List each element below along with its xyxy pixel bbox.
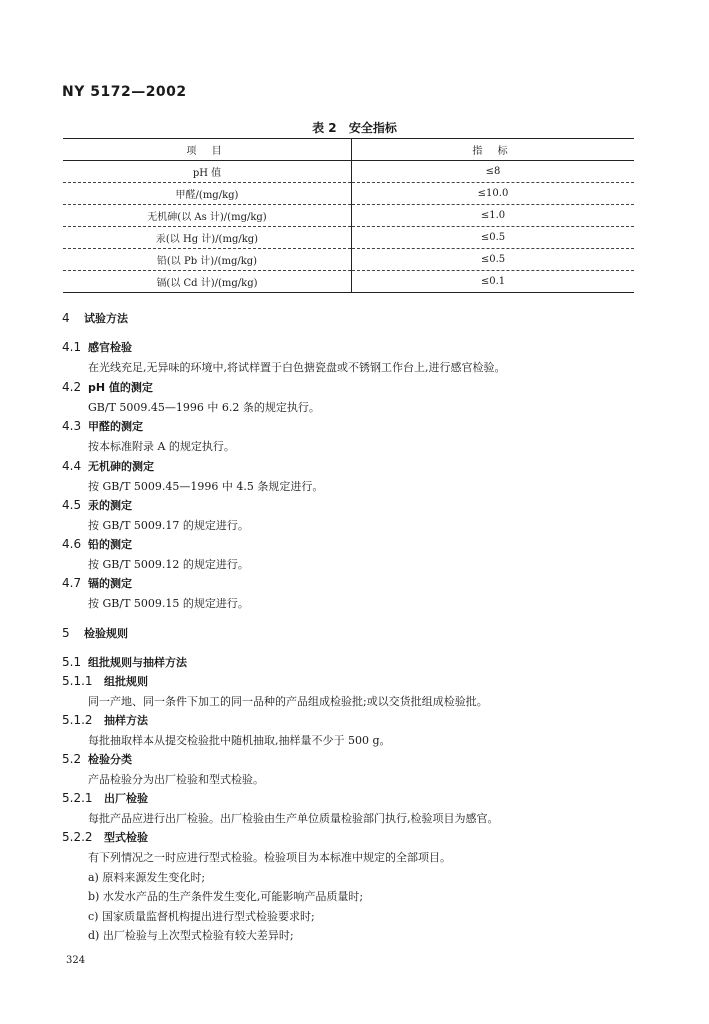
section-heading-4-6	[62, 536, 132, 552]
section-number: 5.1.1	[62, 674, 93, 688]
section-title: 镉的测定	[88, 577, 132, 590]
section-text: 按 GB/T 5009.17 的规定进行。	[88, 519, 249, 532]
row-item: 无机砷(以 As 计)/(mg/kg)	[63, 205, 352, 227]
section-number: 5.2.1	[62, 791, 93, 805]
list-item-d: d) 出厂检验与上次型式检验有较大差异时;	[88, 929, 294, 942]
section-text: 同一产地、同一条件下加工的同一品种的产品组成检验批;或以交货批组成检验批。	[88, 695, 488, 708]
table-label: 表 2	[312, 121, 337, 135]
section-text: 在光线充足,无异味的环境中,将试样置于白色搪瓷盘或不锈钢工作台上,进行感官检验。	[88, 361, 506, 374]
section-text: 按 GB/T 5009.12 的规定进行。	[88, 558, 249, 571]
section-text: 按 GB/T 5009.45—1996 中 4.5 条规定进行。	[88, 480, 324, 493]
row-value: ≤1.0	[352, 205, 635, 227]
row-value: ≤10.0	[352, 183, 635, 205]
section-number: 5.2	[62, 752, 82, 766]
section-number: 5.1.2	[62, 713, 93, 727]
table-header-row	[63, 139, 634, 161]
list-item-a: a) 原料来源发生变化时;	[88, 871, 206, 884]
row-value: ≤0.1	[480, 276, 506, 287]
section-number: 4	[62, 311, 70, 325]
section-title: 甲醛的测定	[88, 420, 143, 433]
section-number: 4.6	[62, 537, 82, 551]
list-item-b: b) 水发水产品的生产条件发生变化,可能影响产品质量时;	[88, 890, 364, 903]
section-title: 检验分类	[88, 753, 132, 766]
row-item: 铅(以 Pb 计)/(mg/kg)	[63, 249, 352, 271]
row-item: 甲醛/(mg/kg)	[63, 183, 352, 205]
section-title: 试验方法	[84, 312, 128, 325]
section-number: 5.2.2	[62, 830, 93, 844]
section-text: 按 GB/T 5009.15 的规定进行。	[88, 597, 249, 610]
table-row	[63, 249, 634, 271]
section-heading-5-2	[62, 751, 132, 767]
standard-code: NY 5172—2002	[62, 84, 187, 100]
section-heading-5-1	[62, 654, 187, 670]
table-row	[63, 161, 634, 183]
section-title: 汞的测定	[88, 499, 132, 512]
row-item: pH 值	[63, 161, 352, 183]
section-number: 4.2	[62, 380, 82, 394]
section-heading-5-2-1	[62, 790, 148, 806]
section-title: 感官检验	[88, 341, 132, 354]
section-heading-5-1-2	[62, 712, 148, 728]
safety-index-table	[63, 138, 634, 293]
table-row	[63, 271, 634, 293]
section-heading-4-3	[62, 418, 143, 434]
section-number: 5.1	[62, 655, 82, 669]
section-title: 组批规则与抽样方法	[88, 656, 187, 669]
section-title: pH 值的测定	[88, 381, 153, 394]
row-item: 镉(以 Cd 计)/(mg/kg)	[63, 271, 352, 293]
page-number: 324	[66, 955, 86, 966]
section-number: 4.1	[62, 340, 82, 354]
row-value: ≤8	[352, 161, 635, 183]
row-value: ≤0.5	[352, 227, 635, 249]
section-heading-5-2-2	[62, 829, 148, 845]
section-heading-4-2	[62, 379, 153, 395]
column-header-item: 项 目	[63, 139, 352, 161]
section-text: GB/T 5009.45—1996 中 6.2 条的规定执行。	[88, 401, 320, 414]
section-text: 每批抽取样本从提交检验批中随机抽取,抽样量不少于 500 g。	[88, 734, 391, 747]
table-row	[63, 227, 634, 249]
list-item-c: c) 国家质量监督机构提出进行型式检验要求时;	[88, 910, 315, 923]
section-heading-5-1-1	[62, 673, 148, 689]
table-title: 安全指标	[348, 121, 397, 135]
section-heading-4-1	[62, 339, 132, 355]
section-title: 抽样方法	[104, 714, 148, 727]
section-number: 4.7	[62, 576, 82, 590]
section-heading-4-7	[62, 575, 132, 591]
row-value: ≤0.5	[352, 249, 635, 271]
row-item: 汞(以 Hg 计)/(mg/kg)	[63, 227, 352, 249]
section-number: 5	[62, 626, 70, 640]
section-heading-4-4	[62, 458, 154, 474]
section-number: 4.3	[62, 419, 82, 433]
section-text: 有下列情况之一时应进行型式检验。检验项目为本标准中规定的全部项目。	[88, 851, 451, 864]
section-title: 无机砷的测定	[88, 460, 154, 473]
column-header-index: 指 标	[352, 139, 635, 161]
section-title: 组批规则	[104, 675, 148, 688]
section-heading-4-5	[62, 497, 132, 513]
section-text: 按本标准附录 A 的规定执行。	[88, 440, 235, 453]
section-number: 4.5	[62, 498, 82, 512]
section-title: 检验规则	[84, 627, 128, 640]
section-text: 每批产品应进行出厂检验。出厂检验由生产单位质量检验部门执行,检验项目为感官。	[88, 812, 499, 825]
table-row	[63, 183, 634, 205]
section-text: 产品检验分为出厂检验和型式检验。	[88, 773, 264, 786]
section-title: 出厂检验	[104, 792, 148, 805]
section-heading-5	[62, 625, 128, 641]
section-heading-4	[62, 310, 128, 326]
section-number: 4.4	[62, 459, 82, 473]
section-title: 型式检验	[104, 831, 148, 844]
section-title: 铅的测定	[88, 538, 132, 551]
table-row	[63, 205, 634, 227]
table-caption	[0, 119, 709, 136]
